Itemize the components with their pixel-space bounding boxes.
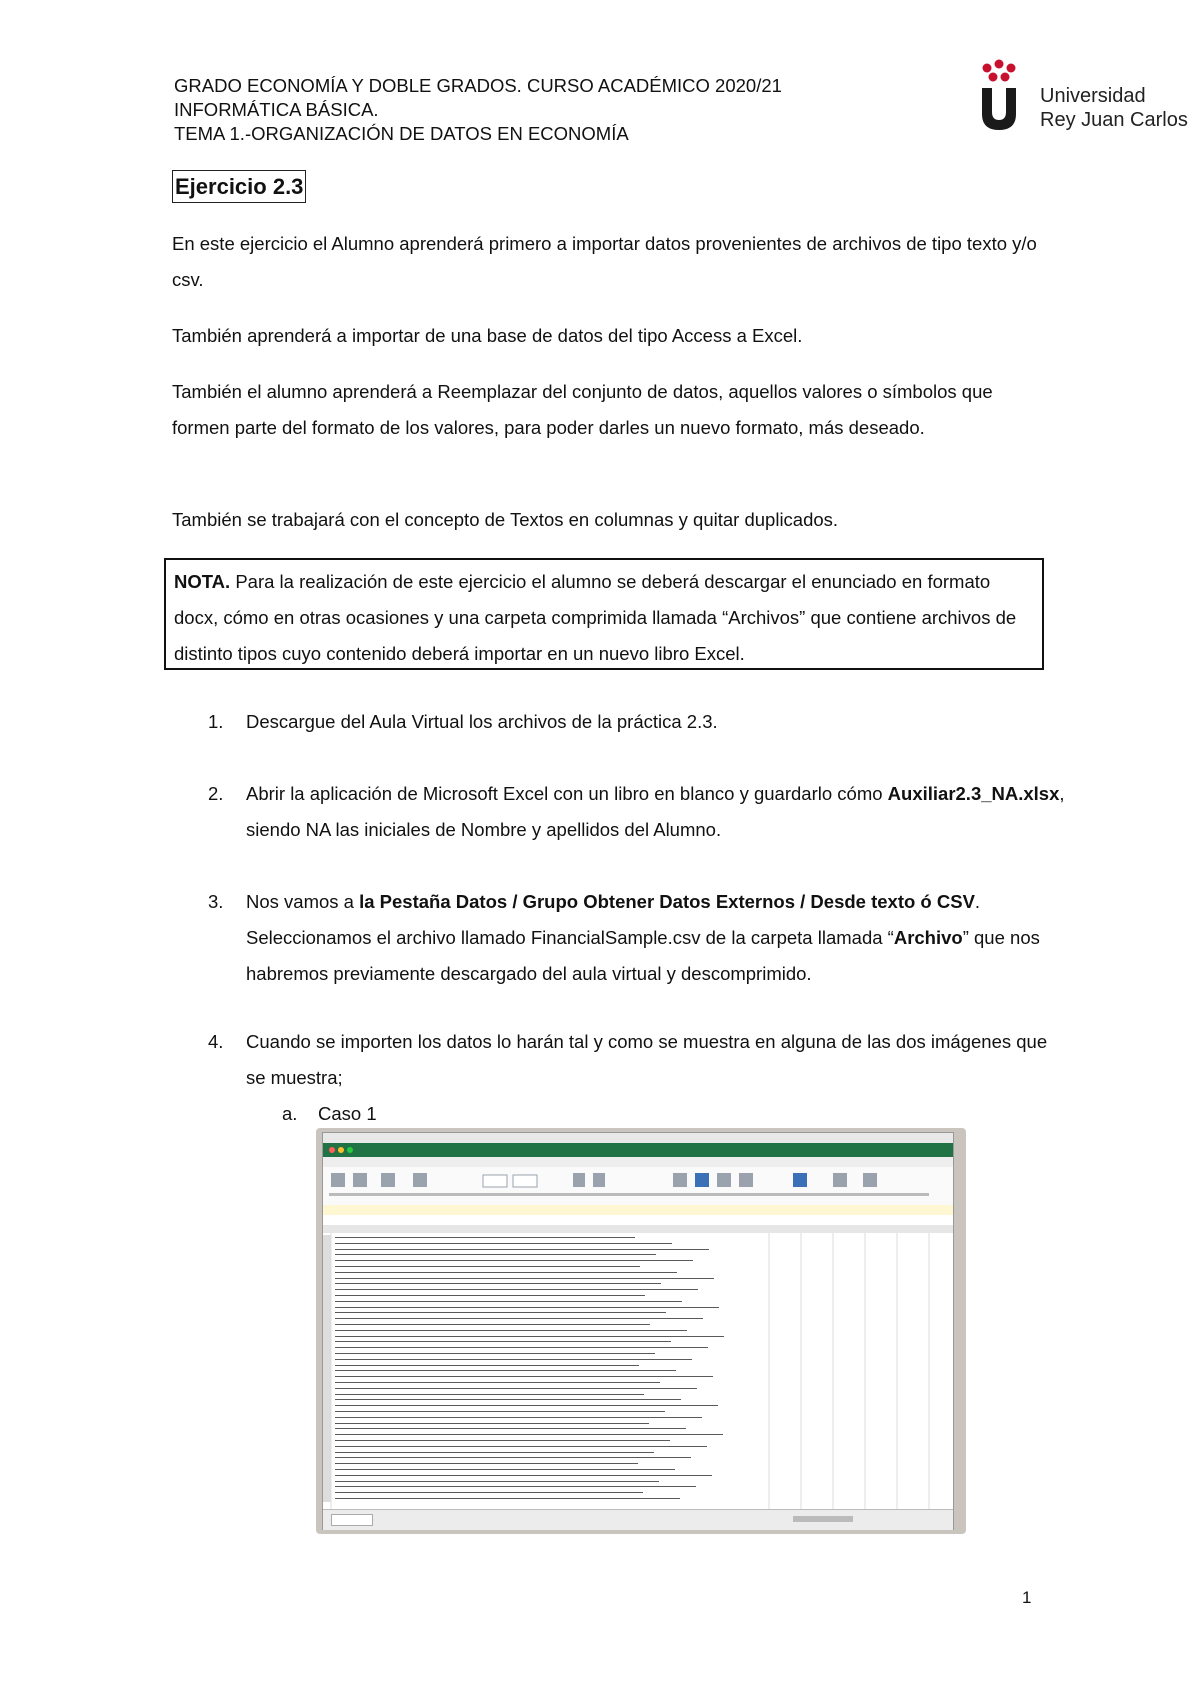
exercise-title: Ejercicio 2.3 [172, 170, 306, 203]
step-1-text: Descargue del Aula Virtual los archivos de la práctica 2.3. [246, 711, 718, 732]
paragraph-access: También aprenderá a importar de una base de datos del tipo Access a Excel. [172, 325, 803, 346]
paragraph-replace: También el alumno aprenderá a Reemplazar del conjunto de datos, aquellos valores o símbolos que formen parte del formato de los valores, para poder darles un nuevo formato, más deseado. [172, 381, 993, 438]
data-row [335, 1434, 723, 1435]
sheet-tabs-bar [323, 1509, 953, 1530]
page-number: 1 [1022, 1588, 1032, 1607]
data-row [335, 1347, 708, 1348]
data-row [335, 1312, 666, 1313]
data-row [335, 1260, 693, 1261]
data-row [335, 1423, 649, 1424]
excel-window [322, 1132, 954, 1530]
data-row [335, 1307, 719, 1308]
data-row [335, 1254, 656, 1255]
step-3-text-c: ” que nos habremos previamente descargado del aula virtual y descomprimido. [246, 927, 1040, 984]
university-name-line-1: Universidad [1040, 85, 1146, 107]
urjc-u-icon [978, 58, 1028, 134]
data-row [335, 1411, 665, 1412]
data-row [335, 1278, 714, 1279]
data-row [335, 1353, 655, 1354]
data-row [335, 1382, 660, 1383]
spreadsheet-grid [323, 1233, 953, 1509]
data-row [335, 1388, 697, 1389]
excel-screenshot [316, 1128, 966, 1534]
step-2-filename: Auxiliar2.3_NA.xlsx [887, 783, 1060, 804]
header-line-1: GRADO ECONOMÍA Y DOBLE GRADOS. CURSO ACADÉMICO 2020/21 [174, 75, 782, 96]
document-header [174, 74, 782, 146]
data-row [335, 1249, 709, 1250]
data-row [335, 1359, 692, 1360]
university-logo [978, 58, 1188, 138]
data-row [335, 1463, 638, 1464]
data-row [335, 1318, 703, 1319]
mac-menu-bar [323, 1133, 953, 1143]
data-row [335, 1481, 659, 1482]
university-name-line-2: Rey Juan Carlos [1040, 109, 1188, 131]
data-row [335, 1376, 713, 1377]
data-row [335, 1486, 696, 1487]
step-3-text-a: Nos vamos a [246, 891, 360, 912]
step-2-text-a: Abrir la aplicación de Microsoft Excel con un libro en blanco y guardarlo cómo [246, 783, 888, 804]
excel-title-bar [323, 1143, 953, 1157]
zoom-slider [793, 1516, 853, 1522]
data-row [335, 1428, 686, 1429]
data-row [335, 1469, 675, 1470]
close-dot-icon [329, 1147, 335, 1153]
data-row [335, 1341, 671, 1342]
step-3-menu-path: la Pestaña Datos / Grupo Obtener Datos Externos / Desde texto ó CSV [359, 891, 975, 912]
data-row [335, 1324, 650, 1325]
minimize-dot-icon [338, 1147, 344, 1153]
step-3-number: 3. [208, 891, 224, 912]
step-2-text [246, 776, 1066, 848]
data-row [335, 1301, 682, 1302]
substep-a-label: a. [282, 1103, 298, 1124]
header-line-3: TEMA 1.-ORGANIZACIÓN DE DATOS EN ECONOMÍA [174, 123, 629, 144]
zoom-dot-icon [347, 1147, 353, 1153]
data-row [335, 1405, 718, 1406]
excel-ribbon [323, 1167, 953, 1206]
step-2-number: 2. [208, 783, 224, 804]
data-row [335, 1295, 645, 1296]
header-line-2: INFORMÁTICA BÁSICA. [174, 99, 379, 120]
paragraph-columns: También se trabajará con el concepto de Textos en columnas y quitar duplicados. [172, 509, 839, 530]
step-2-text-b: , siendo NA las iniciales de Nombre y apellidos del Alumno. [246, 783, 1065, 840]
data-row [335, 1272, 677, 1273]
substep-a [282, 1096, 377, 1132]
note-label: NOTA. [174, 571, 231, 592]
data-row [335, 1492, 643, 1493]
step-3-text-b: . Seleccionamos el archivo llamado FinancialSample.csv de la carpeta llamada “ [246, 891, 981, 948]
note-box [164, 558, 1044, 670]
data-row [335, 1336, 724, 1337]
step-1-number: 1. [208, 711, 224, 732]
data-row [335, 1266, 640, 1267]
ribbon-icons [323, 1167, 953, 1205]
data-row [335, 1365, 639, 1366]
step-4-text: Cuando se importen los datos lo harán tal y como se muestra en alguna de las dos imágenes que se muestra; [246, 1031, 1048, 1088]
data-row [335, 1330, 687, 1331]
data-row [335, 1289, 698, 1290]
sheet-tab [331, 1514, 373, 1526]
data-row [335, 1399, 681, 1400]
university-name [1040, 84, 1188, 132]
data-row [335, 1452, 654, 1453]
ribbon-tabs [323, 1157, 953, 1167]
step-3-text [246, 884, 1066, 992]
data-row [335, 1394, 644, 1395]
row-number [323, 1496, 331, 1502]
data-row [335, 1440, 670, 1441]
data-row [335, 1446, 707, 1447]
note-text: Para la realización de este ejercicio el alumno se deberá descargar el enunciado en formato docx, cómo en otras ocasiones y una carpeta comprimida llamada “Archivos” que contiene archivos de distinto tipos cuyo contenido deberá importar en un nuevo libro Excel. [174, 571, 1017, 664]
step-4-number: 4. [208, 1031, 224, 1052]
data-row [335, 1475, 712, 1476]
data-row [335, 1370, 676, 1371]
data-row [335, 1417, 702, 1418]
substep-a-text: Caso 1 [318, 1103, 377, 1124]
paragraph-intro: En este ejercicio el Alumno aprenderá primero a importar datos provenientes de archivos de tipo texto y/o csv. [172, 233, 1037, 290]
data-row [335, 1498, 680, 1499]
data-row [335, 1283, 661, 1284]
data-row [335, 1243, 672, 1244]
data-row [335, 1237, 635, 1238]
step-3-folder-name: Archivo [893, 927, 963, 948]
data-row [335, 1457, 691, 1458]
